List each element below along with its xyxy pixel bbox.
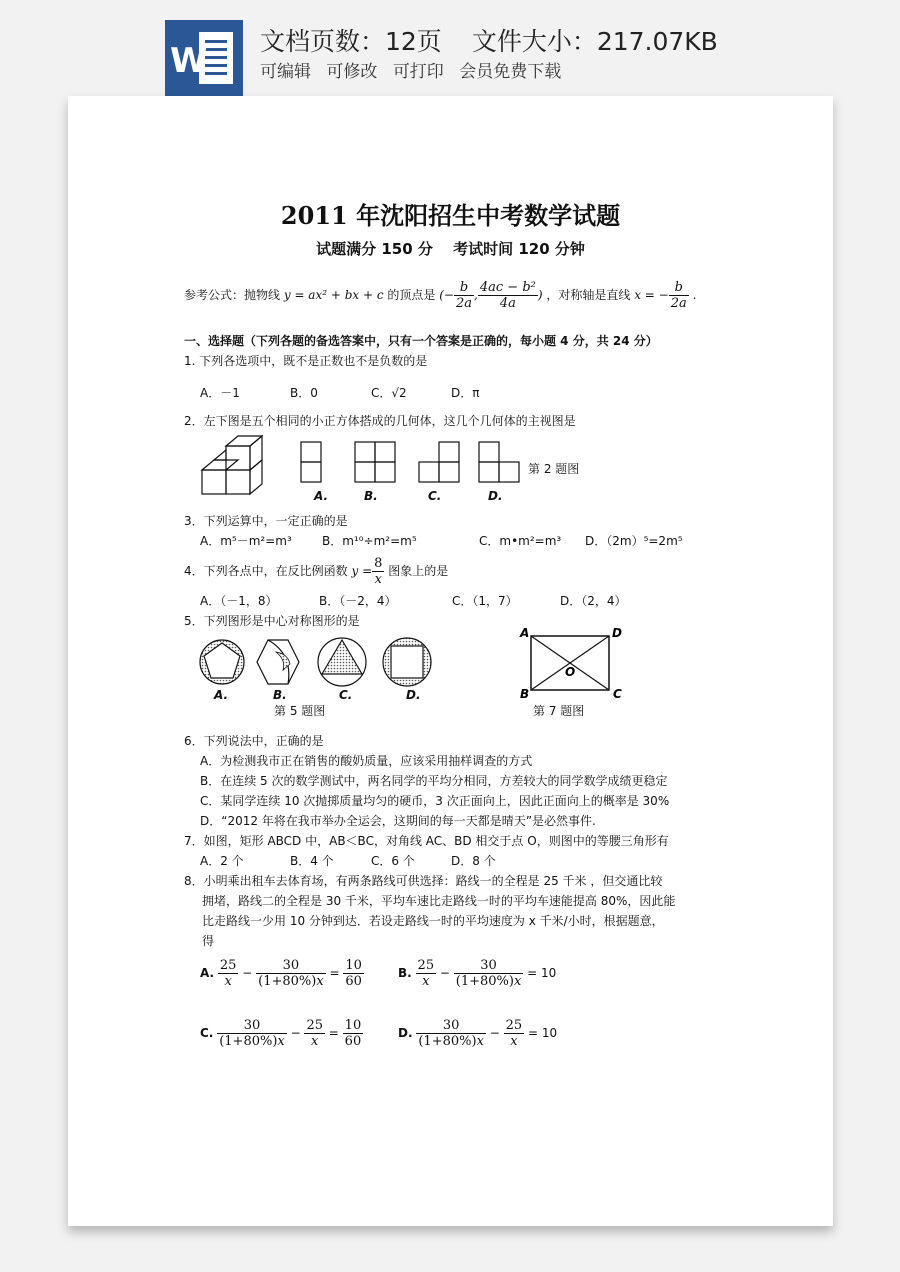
q1-option-d: D．π	[451, 386, 480, 400]
feature-item: 可打印	[392, 62, 444, 82]
q6-option-b: B．在连续 5 次的数学测试中，两名同学的平均分相同，方差较大的同学数学成绩更稳定	[200, 774, 668, 788]
question-8-line-3: 比走路线一少用 10 分钟到达．若设走路线一时的平均速度为 x 千米/小时，根据题意，	[202, 914, 664, 928]
q5-label-a: A.	[214, 688, 229, 702]
q7-option-d: D．8 个	[451, 854, 496, 868]
q8-option-b: B. $\frac{25}{x}$ − $\frac{30}{(1+80\%)x}$ = 10	[398, 958, 557, 989]
q2-label-a: A.	[314, 489, 329, 503]
q2-label-b: B.	[364, 489, 378, 503]
question-8-line-4: 得	[202, 934, 215, 948]
q5-label-c: C.	[339, 688, 353, 702]
q4-option-b: B．（－2，4）	[319, 594, 397, 608]
question-3-stem: 3．下列运算中，一定正确的是	[184, 514, 348, 528]
q2-label-c: C.	[428, 489, 442, 503]
q4-option-c: C．（1，7）	[452, 594, 518, 608]
q5-shape-a	[200, 640, 244, 684]
download-header	[0, 0, 900, 100]
vertex-label-b: B	[520, 687, 530, 701]
q2-view-c	[419, 442, 459, 482]
q1-option-b: B．0	[290, 386, 318, 400]
q2-label-d: D.	[488, 489, 503, 503]
q2-view-b	[355, 442, 395, 482]
q4-option-d: D．（2，4）	[560, 594, 627, 608]
q3-option-d: D．（2m）⁵=2m⁵	[585, 534, 683, 548]
q6-option-c: C．某同学连续 10 次抛掷质量均匀的硬币，3 次正面向上，因此正面向上的概率是 30%	[200, 794, 670, 808]
q7-rectangle-figure	[516, 626, 626, 702]
feature-item: 可修改	[326, 62, 378, 82]
vertex-label-d: D	[612, 626, 622, 640]
q5-shape-d	[383, 638, 431, 686]
q1-option-c: C．√2	[371, 386, 407, 400]
doc-title: 2011 年沈阳招生中考数学试题	[280, 201, 621, 230]
reference-formula: 参考公式：抛物线 y = ax² + bx + c 的顶点是 (− $\frac{b}{2a}$ , $\frac{\text{4ac − b²}}{4a}$ ) ，对称轴是直线 x = − $\frac{b}{2a}$ .	[184, 280, 697, 311]
vertex-label-a: A	[520, 626, 530, 640]
q2-caption: 第 2 题图	[528, 462, 580, 476]
doc-subtitle: 试题满分 150 分 考试时间 120 分钟	[316, 240, 585, 258]
section-heading: 一、选择题（下列各题的备选答案中，只有一个答案是正确的，每小题 4 分，共 24 分）	[184, 334, 658, 348]
vertex-label-c: C	[613, 687, 622, 701]
q5-label-b: B.	[273, 688, 287, 702]
q5-caption: 第 5 题图	[274, 704, 326, 718]
q1-option-a: A．－1	[200, 386, 240, 400]
question-5-stem: 5．下列图形是中心对称图形的是	[184, 614, 360, 628]
question-6-stem: 6．下列说法中，正确的是	[184, 734, 324, 748]
question-8-line-2: 拥堵，路线二的全程是 30 千米，平均车速比走路线一时的平均车速能提高 80%，因此能	[202, 894, 676, 908]
q7-option-c: C．6 个	[371, 854, 415, 868]
q7-option-a: A．2 个	[200, 854, 244, 868]
question-1-stem: 1. 下列各选项中，既不是正数也不是负数的是	[184, 354, 428, 368]
q2-view-d	[479, 442, 519, 482]
q6-option-a: A．为检测我市正在销售的酸奶质量，应该采用抽样调查的方式	[200, 754, 533, 768]
q5-figures	[198, 634, 448, 692]
q3-option-b: B．m¹⁰÷m²=m⁵	[322, 534, 417, 548]
question-8-line-1: 8．小明乘出租车去体育场，有两条路线可供选择：路线一的全程是 25 千米 ，但交通比较	[184, 874, 663, 888]
question-7-stem: 7．如图，矩形 ABCD 中，AB＜BC，对角线 AC、BD 相交于点 O，则图中的等腰三角形有	[184, 834, 669, 848]
q3-option-c: C．m•m²=m³	[479, 534, 562, 548]
q7-option-b: B．4 个	[290, 854, 334, 868]
feature-item: 会员免费下载	[459, 62, 562, 82]
q6-option-d: D．“2012 年将在我市举办全运会，这期间的每一天都是晴天”是必然事件.	[200, 814, 596, 828]
q3-option-a: A．m⁵－m²=m³	[200, 534, 292, 548]
word-letter: W	[170, 41, 208, 81]
question-2-stem: 2．左下图是五个相同的小正方体搭成的几何体，这几个几何体的主视图是	[184, 414, 576, 428]
page-count: 文档页数：12页	[260, 27, 442, 56]
file-size: 文件大小：217.07KB	[471, 27, 718, 56]
word-icon	[165, 20, 243, 96]
q7-caption: 第 7 题图	[533, 704, 585, 718]
cube-solid	[202, 436, 262, 494]
feature-item: 可编辑	[260, 62, 311, 82]
q5-shape-b	[257, 640, 299, 684]
doc-stats	[260, 22, 718, 58]
q8-option-d: D. $\frac{30}{(1+80\%)x}$ − $\frac{25}{x}$ = 10	[398, 1018, 558, 1049]
q8-option-c: C. $\frac{30}{(1+80\%)x}$ − $\frac{25}{x}$ = $\frac{10}{60}$	[200, 1018, 362, 1049]
q4-option-a: A．（－1，8）	[200, 594, 278, 608]
q5-shape-c	[318, 638, 366, 686]
vertex-label-o: O	[565, 665, 576, 679]
feature-list	[260, 57, 571, 82]
q8-option-a: A. $\frac{25}{x}$ − $\frac{30}{(1+80\%)x}$ = $\frac{10}{60}$	[200, 958, 362, 989]
document-page	[68, 96, 833, 1226]
question-4-stem: 4．下列各点中，在反比例函数 y = $\frac{8}{x}$ 图象上的是	[184, 556, 449, 587]
q5-label-d: D.	[406, 688, 421, 702]
q2-view-a	[301, 442, 321, 482]
